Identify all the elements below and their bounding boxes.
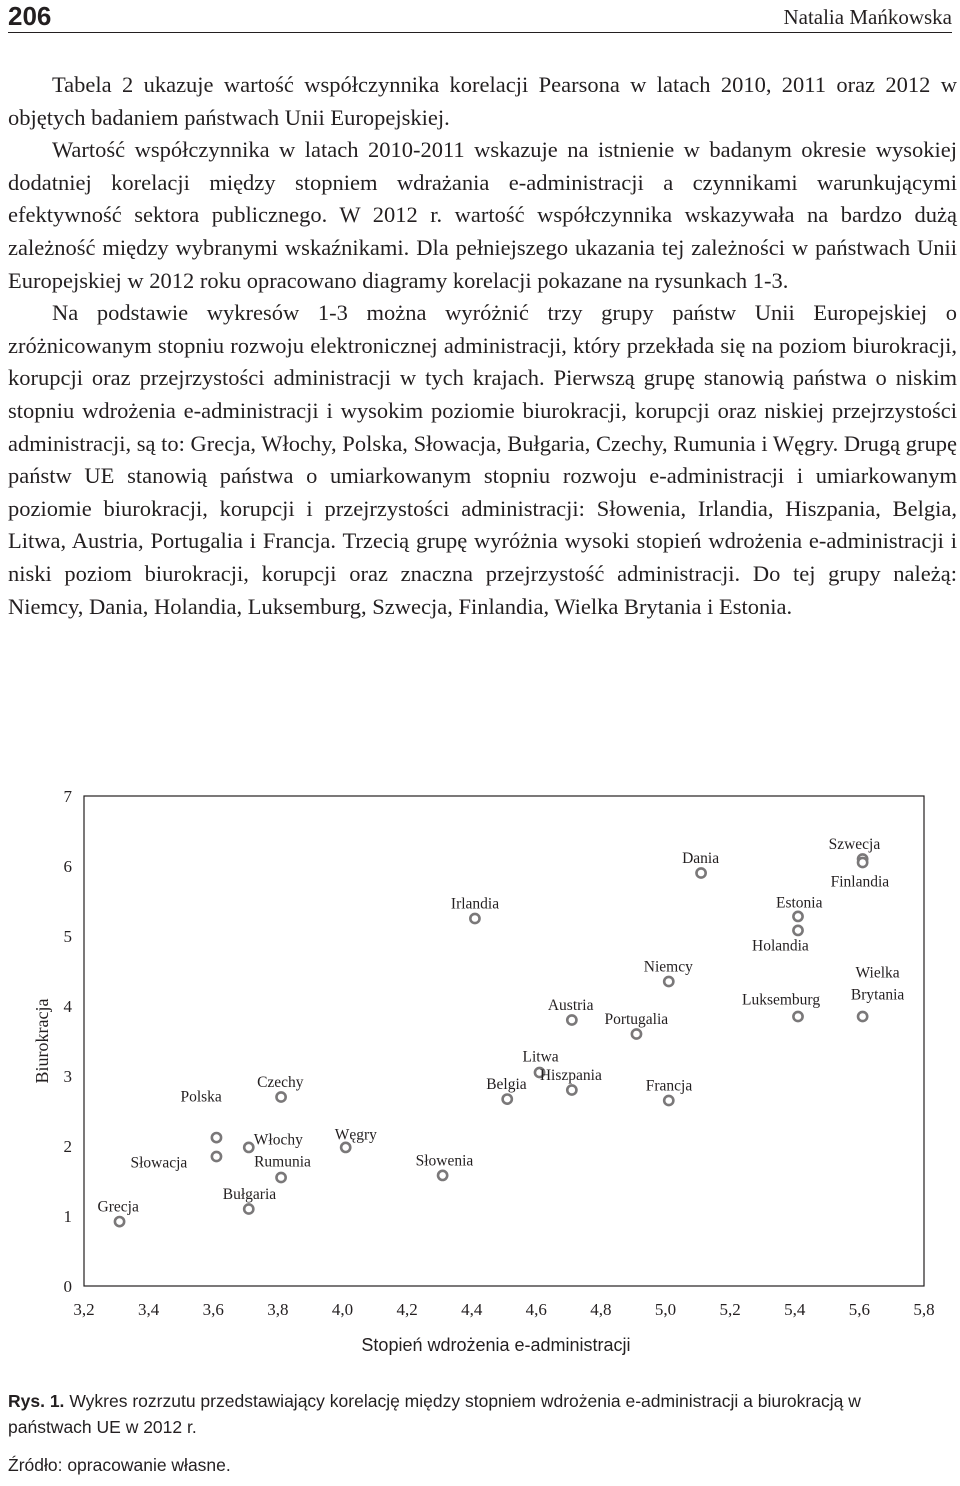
point-label: Czechy (257, 1074, 304, 1091)
point-label: Wielka Brytania (850, 964, 905, 1004)
scatter-point (567, 1015, 576, 1024)
paragraph: Wartość współczynnika w latach 2010-2011 wskazuje na istnienie w badanym okresie wysokiej dodatniej korelacji między stopniem wdrażania e-administracji a czynnikami warunkującymi efektywność sektora publicznego. W 2012 r. wartość współczynnika wskazywała na bardzo dużą zależność między wybranymi wskaźnikami. Dla pełniejszego ukazania tej zależności w państwach Unii Europejskiej w 2012 roku opracowano diagramy korelacji pokazane na rysunkach 1-3. (8, 137, 957, 293)
x-tick-label: 5,2 (719, 1300, 741, 1319)
x-tick-label: 4,4 (461, 1300, 483, 1319)
scatter-point (696, 868, 705, 877)
y-tick-label: 3 (63, 1067, 72, 1086)
point-label: Belgia (486, 1076, 527, 1094)
point-label: Hiszpania (539, 1067, 602, 1084)
y-axis-label: Biurokracja (32, 998, 52, 1084)
scatter-point (793, 1012, 802, 1021)
x-tick-label: 3,2 (73, 1300, 95, 1319)
scatter-point (793, 926, 802, 935)
scatter-point (244, 1204, 253, 1213)
point-label: Grecja (97, 1198, 139, 1216)
point-label: Niemcy (643, 958, 693, 976)
running-header (8, 0, 952, 33)
x-tick-label: 4,6 (525, 1300, 547, 1319)
x-tick-labels (73, 1300, 934, 1319)
y-tick-label: 7 (63, 787, 72, 806)
scatter-point (438, 1171, 447, 1180)
point-label: Włochy (253, 1131, 303, 1149)
scatter-point (470, 914, 479, 923)
paragraph: Na podstawie wykresów 1-3 można wyróżnić trzy grupy państw Unii Europejskiej o zróżnicowanym stopniu rozwoju elektronicznej administracji, który przekłada się na poziom biurokracji, korupcji oraz przejrzystości administracji w tych krajach. Pierwszą grupę stanowią państwa o niskim stopniu wdrożenia e-administracji i wysokim poziomie biurokracji, korupcji oraz niskiej przejrzystości administracji, są to: Grecja, Włochy, Polska, Słowacja, Bułgaria, Czechy, Rumunia i Węgry. Drugą grupę państw UE stanowią państwa o umiarkowanym stopniu rozwoju e-administracji i umiarkowanym poziomie biurokracji, korupcji i przejrzystości administracji: Słowenia, Irlandia, Hiszpania, Belgia, Litwa, Austria, Portugalia i Francja. Trzecią grupę wyróżnia wysoki stopień wdrożenia e-administracji i niski poziom biurokracji, korupcji oraz znaczna przejrzystość administracji. Do tej grupy należą: Niemcy, Dania, Holandia, Luksemburg, Szwecja, Finlandia, Wielka Brytania i Estonia. (8, 300, 957, 619)
point-label: Słowacja (130, 1154, 188, 1172)
point-label: Węgry (334, 1126, 377, 1144)
point-label: Austria (547, 997, 594, 1014)
scatter-point (115, 1217, 124, 1226)
scatter-point (664, 977, 673, 986)
figure-source: Źródło: opracowanie własne. (8, 1455, 231, 1475)
x-axis-label: Stopień wdrożenia e-administracji (361, 1335, 631, 1355)
point-label: Dania (682, 850, 720, 867)
x-tick-label: 3,4 (137, 1300, 160, 1319)
scatter-chart (0, 775, 960, 1365)
scatter-point (244, 1143, 253, 1152)
point-label: Szwecja (828, 836, 881, 853)
plot-frame (84, 796, 924, 1286)
scatter-point (664, 1096, 673, 1105)
body-text (8, 69, 957, 623)
x-tick-label: 5,4 (784, 1300, 806, 1319)
x-tick-label: 3,6 (202, 1300, 224, 1319)
point-label: Bułgaria (222, 1186, 277, 1203)
point-label: Polska (180, 1088, 222, 1106)
scatter-point (858, 1012, 867, 1021)
scatter-point (212, 1133, 221, 1142)
x-tick-label: 3,8 (267, 1300, 289, 1319)
y-tick-label: 6 (63, 857, 72, 876)
x-tick-label: 5,0 (654, 1300, 677, 1319)
scatter-point (276, 1173, 285, 1182)
point-label: Finlandia (830, 873, 890, 891)
scatter-point (632, 1029, 641, 1038)
point-label: Holandia (752, 937, 809, 955)
y-tick-label: 5 (63, 927, 72, 946)
x-tick-label: 4,8 (590, 1300, 612, 1319)
point-label: Litwa (522, 1048, 559, 1066)
point-label: Rumunia (254, 1153, 311, 1171)
y-tick-labels (64, 787, 73, 1296)
figure-caption (8, 1388, 908, 1440)
point-label: Irlandia (450, 895, 500, 913)
scatter-point (341, 1143, 350, 1152)
x-tick-label: 4,2 (396, 1300, 418, 1319)
y-tick-label: 4 (63, 997, 72, 1016)
paragraph: Tabela 2 ukazuje wartość współczynnika korelacji Pearsona w latach 2010, 2011 oraz 2012 w objętych badaniem państwach Unii Europejskiej. (8, 72, 957, 130)
x-tick-label: 5,8 (913, 1300, 935, 1319)
scatter-point (793, 912, 802, 921)
point-label: Francja (645, 1077, 693, 1095)
caption-text: Wykres rozrzutu przedstawiający korelację między stopniem wdrożenia e-administracji a biurokracją w państwach UE w 2012 r. (8, 1391, 861, 1437)
y-tick-label: 1 (63, 1207, 72, 1226)
point-label: Luksemburg (742, 991, 821, 1009)
point-label: Słowenia (415, 1152, 474, 1170)
page-number: 206 (8, 1, 52, 31)
point-label: Estonia (776, 894, 823, 912)
data-points (98, 836, 905, 1226)
y-tick-label: 0 (63, 1277, 72, 1296)
y-tick-label: 2 (63, 1137, 72, 1156)
scatter-point (567, 1085, 576, 1094)
running-author: Natalia Mańkowska (783, 5, 952, 29)
point-label: Portugalia (604, 1011, 669, 1028)
scatter-point (276, 1092, 285, 1101)
x-tick-label: 5,6 (848, 1300, 871, 1319)
scatter-point (858, 858, 867, 867)
scatter-point (212, 1152, 221, 1161)
x-tick-label: 4,0 (331, 1300, 354, 1319)
scatter-point (503, 1095, 512, 1104)
caption-label: Rys. 1. (8, 1391, 65, 1411)
